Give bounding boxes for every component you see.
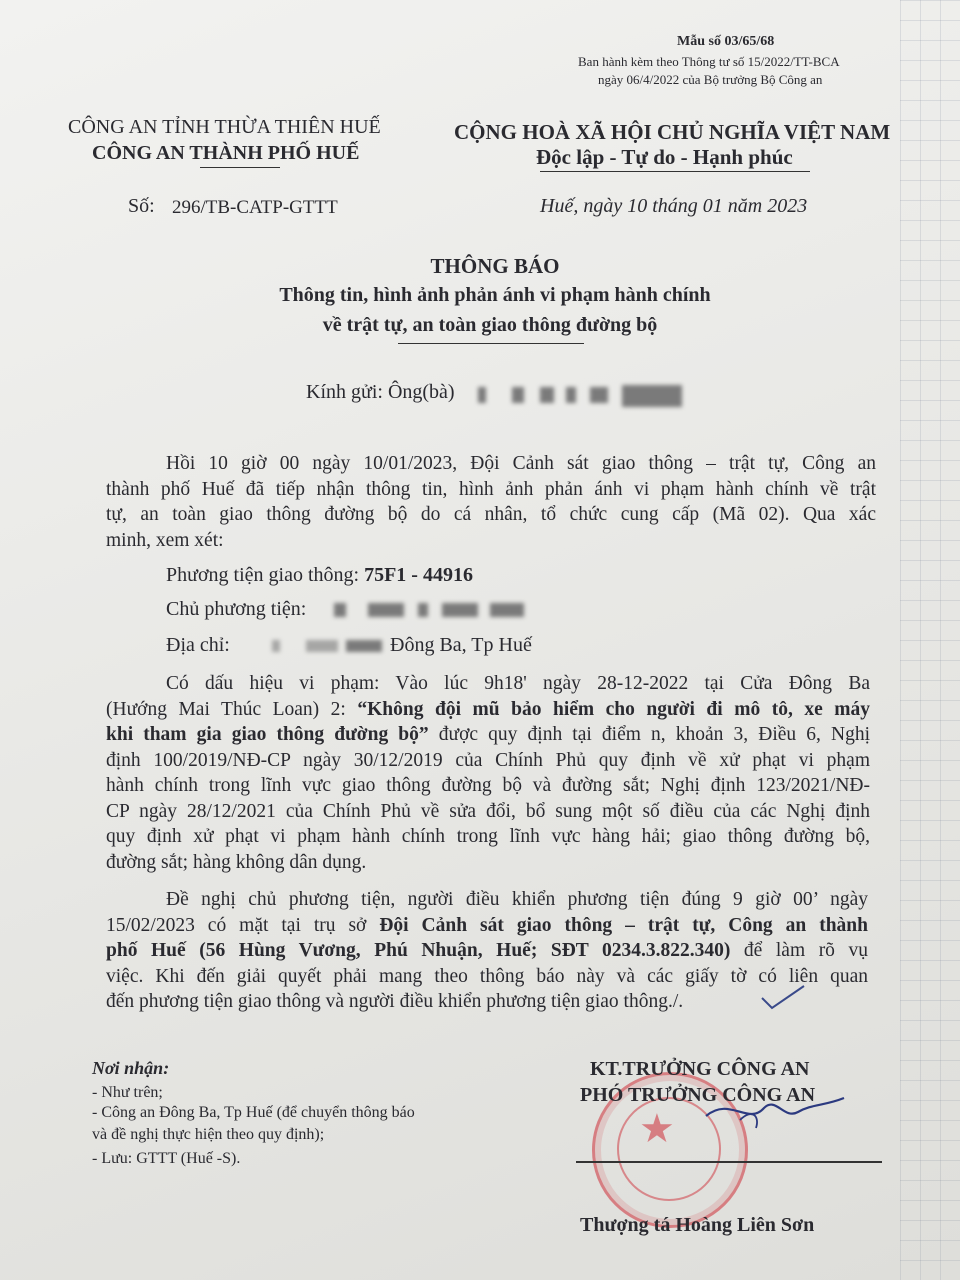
nation-name: CỘNG HOÀ XÃ HỘI CHỦ NGHĨA VIỆT NAM [454,120,891,144]
text-span: (Hướng Mai Thúc Loan) 2: [106,698,358,720]
text-line: định 100/2019/NĐ-CP ngày 30/12/2019 của Chính Phủ quy định về xử phạt vi phạm [106,749,870,771]
form-issue-line-2: ngày 06/4/2022 của Bộ trưởng Bộ Công an [598,72,823,87]
text-line: đến phương tiện giao thông và người điều khiển phương tiện giao thông./. [106,991,684,1012]
check-mark-icon [758,984,808,1014]
handwritten-signature [700,1086,850,1136]
text-span: để làm rõ vụ [730,940,868,961]
subtitle-underline [398,343,584,344]
form-issue-line-1: Ban hành kèm theo Thông tư số 15/2022/TT-BCA [578,54,840,69]
agency-underline [200,167,280,168]
intro-paragraph [106,451,876,553]
text-span: 15/02/2023 có mặt tại trụ sở [106,914,380,936]
request-paragraph [106,887,868,1015]
text-line [106,722,870,748]
redaction-block [368,603,404,617]
redaction-block [272,640,280,652]
signer-name: Thượng tá Hoàng Liên Sơn [580,1214,815,1236]
redaction-block [566,387,576,403]
redaction-block [306,640,338,652]
text-line: việc. Khi đến giải quyết phải mang theo thông báo này và các giấy tờ có liên quan [106,965,868,987]
office-address: phố Huế (56 Hùng Vương, Phú Nhuận, Huế; SĐT 0234.3.822.340) [106,940,731,961]
redaction-block [512,387,524,403]
text-line: thành phố Huế đã tiếp nhận thông tin, hình ảnh phản ánh vi phạm hành chính về trật [106,478,876,500]
violation-name-cont: khi tham gia giao thông đường bộ” [106,724,429,745]
address-label: Địa chỉ: [166,634,230,656]
doc-subtitle-2: về trật tự, an toàn giao thông đường bộ [322,314,658,336]
text-line [106,938,868,964]
star-icon: ★ [639,1106,675,1151]
recipients-title: Nơi nhận: [92,1058,170,1078]
redaction-block [418,603,428,617]
recipient-item: và đề nghị thực hiện theo quy định); [92,1126,325,1143]
motto-underline [540,171,810,172]
text-line [106,697,870,723]
text-span: được quy định tại điểm n, khoản 3, Điều 6, Nghị [428,724,870,745]
recipient-item: - Lưu: GTTT (Huế -S). [92,1150,241,1167]
signature-line-2: PHÓ TRƯỞNG CÔNG AN [580,1084,816,1106]
redaction-block [334,603,346,617]
agency-name: CÔNG AN THÀNH PHỐ HUẾ [92,142,360,164]
vehicle-label: Phương tiện giao thông: [166,564,360,586]
doc-number: 296/TB-CATP-GTTT [172,197,338,218]
redaction-block [478,387,486,403]
redaction-block [442,603,478,617]
vehicle-row [166,564,473,587]
redaction-block [622,385,682,407]
text-line: quy định xử phạt vi phạm hành chính trong lĩnh vực hàng hải; giao thông đường bộ, [106,826,870,847]
redaction-block [490,603,524,617]
violation-paragraph [106,671,870,875]
text-line: đường sắt; hàng không dân dụng. [106,851,367,873]
greeting: Kính gửi: Ông(bà) [306,381,455,403]
text-line: tự, an toàn giao thông đường bộ do cá nhân, tổ chức cung cấp (Mã 02). Qua xác [106,504,876,525]
signature-rule [576,1161,882,1163]
owner-label: Chủ phương tiện: [166,598,307,620]
place-date: Huế, ngày 10 tháng 01 năm 2023 [540,195,808,217]
redaction-block [590,387,608,403]
text-line [106,913,868,939]
doc-subtitle-1: Thông tin, hình ảnh phản ánh vi phạm hành chính [279,284,711,306]
violation-name: “Không đội mũ bảo hiểm cho người đi mô tô, xe máy [357,698,870,720]
redaction-block [540,387,554,403]
signature-line-1: KT.TRƯỞNG CÔNG AN [590,1058,810,1080]
text-line: minh, xem xét: [106,529,224,551]
agency-parent: CÔNG AN TỈNH THỪA THIÊN HUẾ [68,116,381,138]
recipient-item: - Như trên; [92,1084,163,1101]
doc-number-label: Số: [128,195,155,217]
text-line: hành chính trong lĩnh vực giao thông đường bộ và đường sắt; Nghị định 123/2021/NĐ- [106,775,870,796]
doc-title: THÔNG BÁO [430,254,560,278]
text-line: Hồi 10 giờ 00 ngày 10/01/2023, Đội Cảnh sát giao thông – trật tự, Công an [166,453,876,474]
vehicle-plate: 75F1 - 44916 [364,564,473,586]
nation-motto: Độc lập - Tự do - Hạnh phúc [536,145,793,169]
grid-paper-underlay [900,0,960,1280]
office-name: Đội Cảnh sát giao thông – trật tự, Công an thành [379,914,868,936]
redaction-block [346,640,382,652]
address-value: Đông Ba, Tp Huế [390,634,532,656]
recipient-item: - Công an Đông Ba, Tp Huế (để chuyển thông báo [92,1104,415,1121]
text-line: CP ngày 28/12/2021 của Chính Phủ về sửa đổi, bổ sung một số điều của các Nghị định [106,800,870,822]
text-line: Đề nghị chủ phương tiện, người điều khiển phương tiện đúng 9 giờ 00’ ngày [166,889,868,910]
form-number: Mẫu số 03/65/68 [677,34,775,49]
text-line: Có dấu hiệu vi phạm: Vào lúc 9h18' ngày 28-12-2022 tại Cửa Đông Ba [166,673,870,694]
